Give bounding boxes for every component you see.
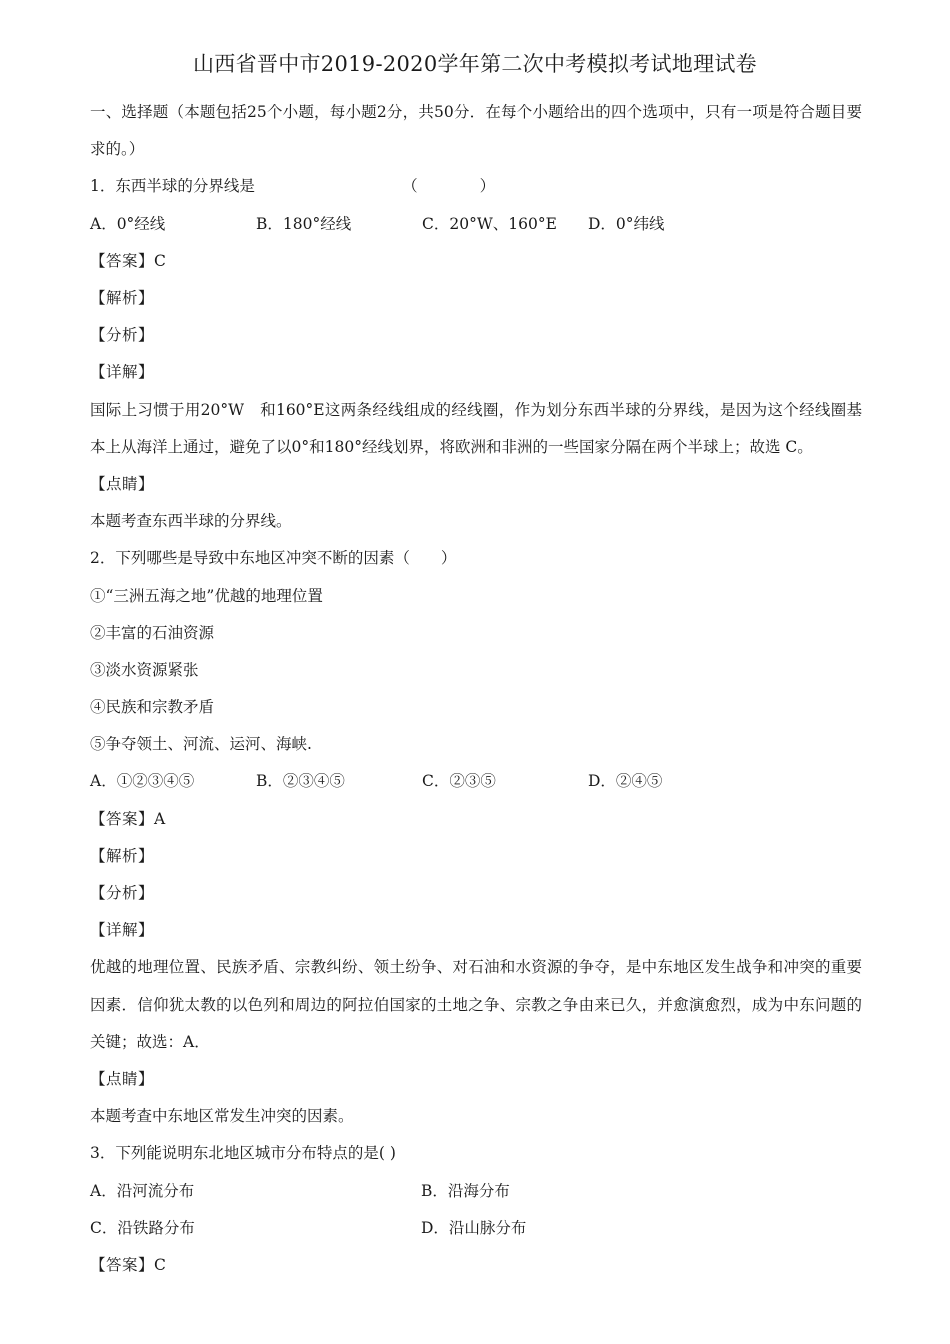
q2-item-5: ⑤争夺领土、河流、运河、海峡.	[90, 735, 312, 754]
q2-stem: 2．下列哪些是导致中东地区冲突不断的因素（ ）	[90, 549, 457, 568]
q2-comment-text: 本题考查中东地区常发生冲突的因素。	[90, 1107, 354, 1126]
q1-answer-line	[90, 243, 862, 280]
q3-options-row-1	[90, 1173, 862, 1210]
q3-answer: C	[154, 1255, 166, 1274]
q1-comment-text: 本题考查东西半球的分界线。	[90, 512, 292, 531]
q2-item-3: ③淡水资源紧张	[90, 660, 199, 679]
q1-option-b: B．180°经线	[256, 214, 352, 233]
q2-item-4: ④民族和宗教矛盾	[90, 698, 215, 717]
q1-fenxi-tag: 【分析】	[90, 326, 155, 345]
q2-options	[90, 763, 862, 800]
q2-detail-text: 优越的地理位置、民族矛盾、宗教纠纷、领土纷争、对石油和水资源的争夺，是中东地区发生战争和冲突的重要因素．信仰犹太教的以色列和周边的阿拉伯国家的土地之争、宗教之争由来已久，并愈演愈烈，成为中东问题的关键；故选：A．	[90, 958, 862, 1051]
q2-analysis-tag: 【解析】	[90, 846, 155, 865]
answer-tag: 【答案】	[90, 1255, 155, 1274]
q1-option-a: A．0°经线	[90, 214, 166, 233]
answer-tag: 【答案】	[90, 809, 155, 828]
q1-option-c: C．20°W、160°E	[422, 214, 557, 233]
q3-option-d: D．沿山脉分布	[421, 1218, 527, 1237]
document-body	[90, 94, 862, 1284]
page-title: 山西省晋中市2019-2020学年第二次中考模拟考试地理试卷	[193, 52, 757, 76]
q2-item-2: ②丰富的石油资源	[90, 623, 215, 642]
q3-answer-line	[90, 1247, 862, 1284]
q1-comment-tag: 【点睛】	[90, 474, 155, 493]
q2-option-c: C．②③⑤	[422, 772, 496, 791]
q3-stem: 3．下列能说明东北地区城市分布特点的是( )	[90, 1144, 396, 1163]
q3-option-b: B．沿海分布	[421, 1181, 510, 1200]
q3-option-c: C．沿铁路分布	[90, 1218, 195, 1237]
q2-answer-line	[90, 801, 862, 838]
q2-fenxi-tag: 【分析】	[90, 884, 155, 902]
q1-option-d: D．0°纬线	[588, 214, 665, 233]
q3-option-a: A．沿河流分布	[90, 1181, 195, 1200]
q1-answer: C	[154, 251, 166, 270]
q1-detail-text: 国际上习惯于用20°W 和160°E这两条经线组成的经线圈，作为划分东西半球的分界线，是因为这个经线圈基本上从海洋上通过，避免了以0°和180°经线划界，将欧洲和非洲的一些国家分隔在两个半球上；故选 C。	[90, 400, 862, 456]
q1-detail-tag: 【详解】	[90, 363, 155, 382]
q1-options	[90, 206, 862, 243]
q2-answer: A	[154, 809, 166, 828]
q2-item-1: ①“三洲五海之地”优越的地理位置	[90, 586, 323, 605]
q3-options-row-2	[90, 1210, 862, 1247]
section-heading: 一、选择题（本题包括25个小题，每小题2分，共50分．在每个小题给出的四个选项中，只有一项是符合题目要求的。）	[90, 103, 862, 159]
q1-analysis-tag: 【解析】	[90, 288, 155, 307]
q1-stem: 1．东西半球的分界线是 （ ）	[90, 177, 496, 196]
answer-tag: 【答案】	[90, 251, 155, 270]
q2-detail-tag: 【详解】	[90, 921, 155, 940]
q2-option-d: D．②④⑤	[588, 772, 663, 791]
q2-option-b: B．②③④⑤	[256, 772, 345, 791]
q2-comment-tag: 【点睛】	[90, 1069, 155, 1088]
q2-option-a: A．①②③④⑤	[90, 772, 195, 791]
